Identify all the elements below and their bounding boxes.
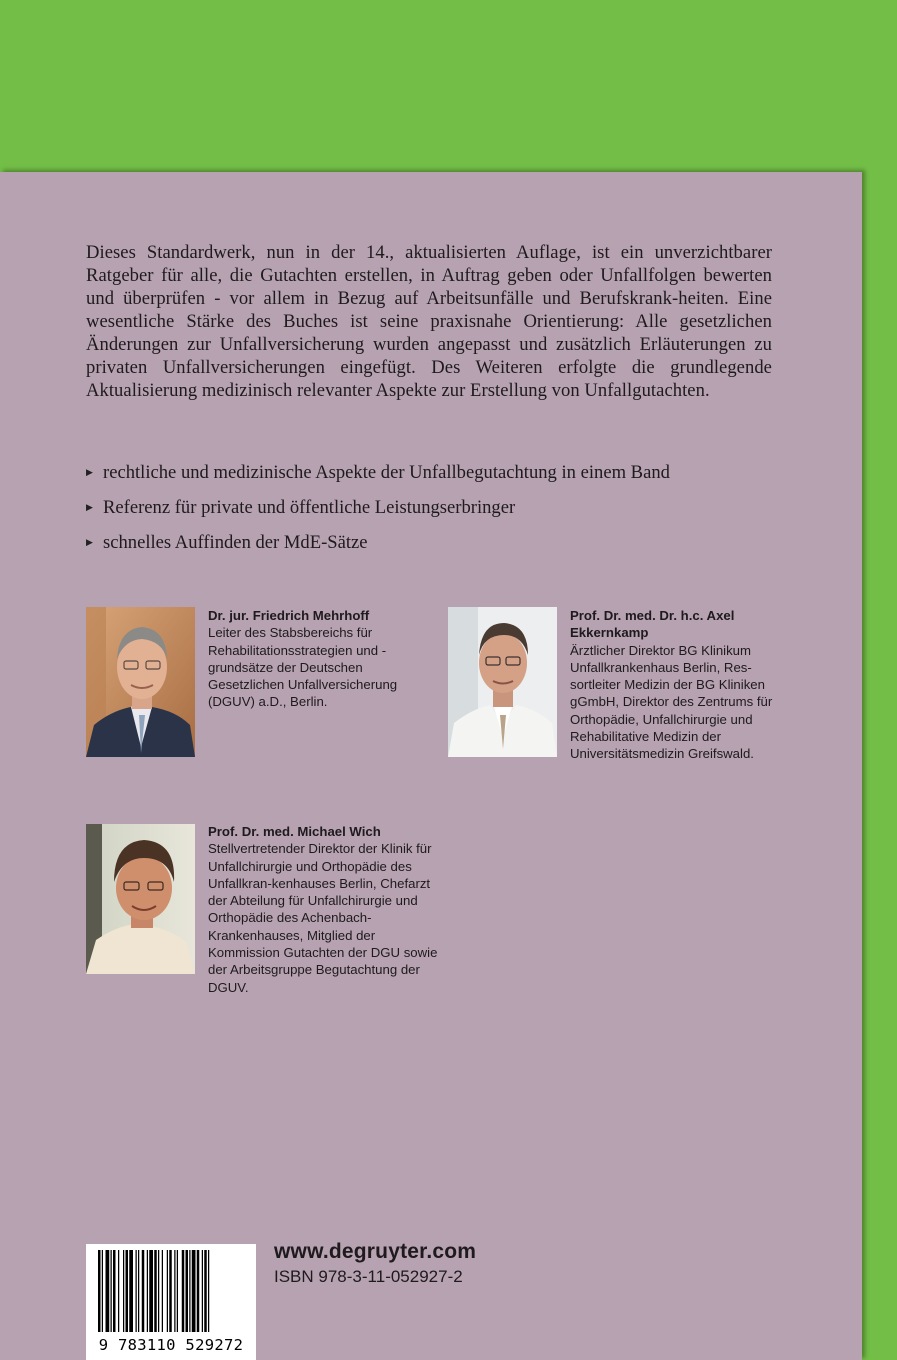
barcode-bar [202, 1250, 203, 1332]
feature-item: ▶ rechtliche und medizinische Aspekte der Unfallbegutachtung in einem Band [86, 459, 786, 494]
barcode-bar [102, 1250, 103, 1332]
barcode-bar [98, 1250, 101, 1332]
barcode-bar [158, 1250, 159, 1332]
author-bio-ekkernkamp [570, 607, 800, 763]
barcode-bar [189, 1250, 190, 1332]
barcode-bar [186, 1250, 189, 1332]
barcode-bar [136, 1250, 137, 1332]
barcode-bar [177, 1250, 178, 1332]
isbn-barcode [86, 1244, 256, 1360]
publisher-website[interactable]: www.degruyter.com [274, 1240, 477, 1263]
barcode-bar [118, 1250, 119, 1332]
barcode-bar [123, 1250, 124, 1332]
feature-item: ▶ schnelles Auffinden der MdE-Sätze [86, 529, 786, 564]
barcode-bar [204, 1250, 207, 1332]
barcode-bar [147, 1250, 148, 1332]
barcode-bar [162, 1250, 163, 1332]
author-bio-wich [208, 823, 438, 996]
barcode-bars [86, 1244, 256, 1336]
barcode-bar [167, 1250, 168, 1332]
barcode-bar [192, 1250, 196, 1332]
triangle-bullet-icon: ▶ [86, 467, 93, 477]
author-name: Prof. Dr. med. Michael Wich [208, 824, 381, 839]
author-bio-mehrhoff [208, 607, 438, 711]
isbn-number: ISBN 978-3-11-052927-2 [274, 1267, 463, 1286]
barcode-bar [142, 1250, 145, 1332]
book-description: Dieses Standardwerk, nun in der 14., aktualisierten Auflage, ist ein unverzichtbarer Ratgeber für alle, die Gutachten erstellen, in Auftrag geben oder Unfallfolgen bewerten und überprüfen - vor allem in Bezug auf Arbeitsunfälle und Berufskrank-heiten. Eine wesentliche Stärke des Buches ist seine praxisnahe Orientierung: Alle gesetzlichen Änderungen zur Unfallversicherung wurden angepasst und zusätzlich Erläuterungen zu privaten Unfallversicherungen eingefügt. Des Weiteren erfolgte die grundlegende Aktualisierung medizinisch relevanter Aspekte zur Erstellung von Unfallgutachten. [86, 242, 772, 401]
author-photo-mehrhoff [86, 607, 195, 757]
barcode-bar [111, 1250, 112, 1332]
barcode-bar [197, 1250, 200, 1332]
author-description: Stellvertretender Direktor der Klinik für Unfallchirurgie und Orthopädie des Unfallkran-kenhauses Berlin, Chefarzt der Abteilung für Unfallchirurgie und Orthopädie des Achenbach-Krankenhauses, Mitglied der Kommission Gutachten der DGU sowie der Arbeitsgruppe Begutachtung der DGUV. [208, 841, 438, 995]
author-photo-ekkernkamp [448, 607, 557, 757]
barcode-number: 9 783110 529272 [98, 1336, 244, 1354]
barcode-bar [106, 1250, 110, 1332]
barcode-bar [129, 1250, 133, 1332]
feature-list [86, 459, 786, 564]
author-name: Dr. jur. Friedrich Mehrhoff [208, 608, 370, 623]
barcode-bar [208, 1250, 209, 1332]
feature-item: ▶ Referenz für private und öffentliche Leistungserbringer [86, 494, 786, 529]
barcode-bar [169, 1250, 172, 1332]
barcode-bar [113, 1250, 116, 1332]
triangle-bullet-icon: ▶ [86, 537, 93, 547]
author-description: Ärztlicher Direktor BG Klinikum Unfallkrankenhaus Berlin, Res-sortleiter Medizin der BG Kliniken gGmbH, Direktor des Zentrums für Orthopädie, Unfallchirurgie und Rehabilitative Medizin der Universitätsmedizin Greifswald. [570, 642, 773, 762]
author-description: Leiter des Stabsbereichs für Rehabilitationsstrategien und -grundsätze der Deutschen Gesetzlichen Unfallversicherung (DGUV) a.D., Berlin. [208, 625, 398, 710]
author-photo-wich [86, 824, 195, 974]
author-name: Prof. Dr. med. Dr. h.c. Axel Ekkernkamp [570, 608, 735, 641]
barcode-bar [182, 1250, 185, 1332]
barcode-bar [149, 1250, 153, 1332]
barcode-bar [138, 1250, 139, 1332]
barcode-bar [154, 1250, 157, 1332]
barcode-bar [174, 1250, 175, 1332]
triangle-bullet-icon: ▶ [86, 502, 93, 512]
barcode-bar [126, 1250, 129, 1332]
